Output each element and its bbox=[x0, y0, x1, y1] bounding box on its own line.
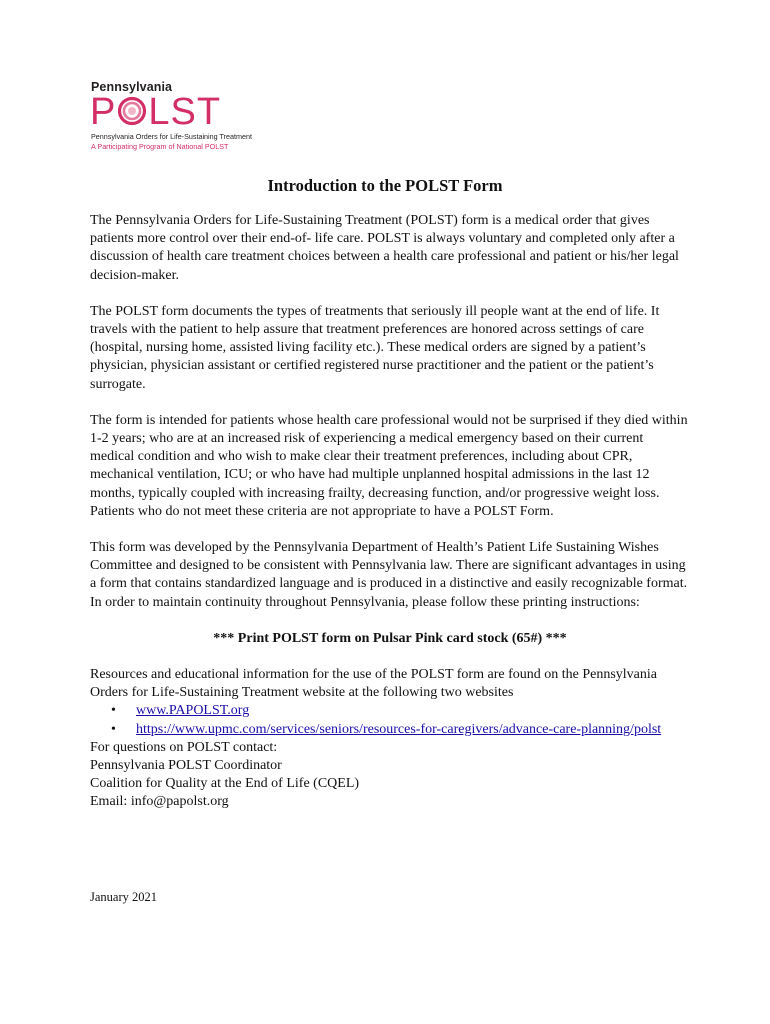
page-title: Introduction to the POLST Form bbox=[267, 176, 503, 195]
logo-letter-p: P bbox=[90, 91, 117, 133]
paragraph-development: This form was developed by the Pennsylvania Department of Health’s Patient Life Sustaining Wishes Committee and designed to be consistent with Pennsylvania law. There are significant advantages in using a form that contains standardized language and is produced in a distinctive and easily recognizable format. In order to maintain continuity throughout Pennsylvania, please follow these printing instructions: bbox=[90, 540, 688, 610]
logo-letters-lst: LST bbox=[148, 91, 222, 133]
paragraph-intended-patients: The form is intended for patients whose health care professional would not be surprised if they died within 1-2 years; who are at an increased risk of experiencing a medical emergency based on their current medical condition and who wish to make clear their treatment preferences, including about CPR, mechanical ventilation, ICU; or who have had multiple unplanned hospital admissions in the last 12 months, typically coupled with increasing frailty, decreasing function, and/or progressive weight loss. Patients who do not meet these criteria are not appropriate to have a POLST Form. bbox=[90, 412, 688, 519]
contact-coordinator: Pennsylvania POLST Coordinator bbox=[90, 758, 282, 774]
contact-heading: For questions on POLST contact: bbox=[90, 739, 278, 755]
logo-wordmark bbox=[90, 92, 221, 132]
bullet-icon: • bbox=[111, 721, 116, 737]
paragraph-documents: The POLST form documents the types of treatments that seriously ill people want at the end of life. It travels with the patient to help assure that treatment preferences are honored across settings of care (hospital, nursing home, assisted living facility etc.). These medical orders are signed by a patient’s physician, physician assistant or certified registered nurse practitioner and the patient or the patient’s surrogate. bbox=[90, 303, 660, 392]
papolst-link[interactable]: www.PAPOLST.org bbox=[136, 703, 250, 719]
print-instruction: *** Print POLST form on Pulsar Pink card stock (65#) *** bbox=[213, 630, 567, 646]
paragraph-intro: The Pennsylvania Orders for Life-Sustaining Treatment (POLST) form is a medical order that gives patients more control over their end-of- life care. POLST is always voluntary and completed only after a discussion of health care treatment choices between a health care professional and patient or his/her legal decision-maker. bbox=[90, 213, 679, 283]
logo-tagline: A Participating Program of National POLST bbox=[91, 142, 229, 151]
list-item bbox=[111, 702, 690, 720]
resource-links-list bbox=[90, 702, 690, 738]
bullet-icon: • bbox=[111, 703, 116, 719]
logo-subtitle: Pennsylvania Orders for Life-Sustaining Treatment bbox=[91, 132, 252, 141]
document-date: January 2021 bbox=[90, 890, 157, 904]
resources-intro: Resources and educational information for the use of the POLST form are found on the Pennsylvania Orders for Life-Sustaining Treatment website at the following two websites bbox=[90, 667, 657, 701]
logo-state-name: Pennsylvania bbox=[91, 80, 173, 94]
upmc-link[interactable]: https://www.upmc.com/services/seniors/resources-for-caregivers/advance-care-planning/polst bbox=[136, 721, 662, 737]
logo-ring-icon bbox=[117, 94, 147, 124]
list-item bbox=[111, 721, 690, 739]
contact-email: Email: info@papolst.org bbox=[90, 794, 229, 810]
document-body bbox=[90, 212, 690, 812]
contact-organization: Coalition for Quality at the End of Life (CQEL) bbox=[90, 776, 360, 792]
polst-logo bbox=[90, 78, 290, 158]
